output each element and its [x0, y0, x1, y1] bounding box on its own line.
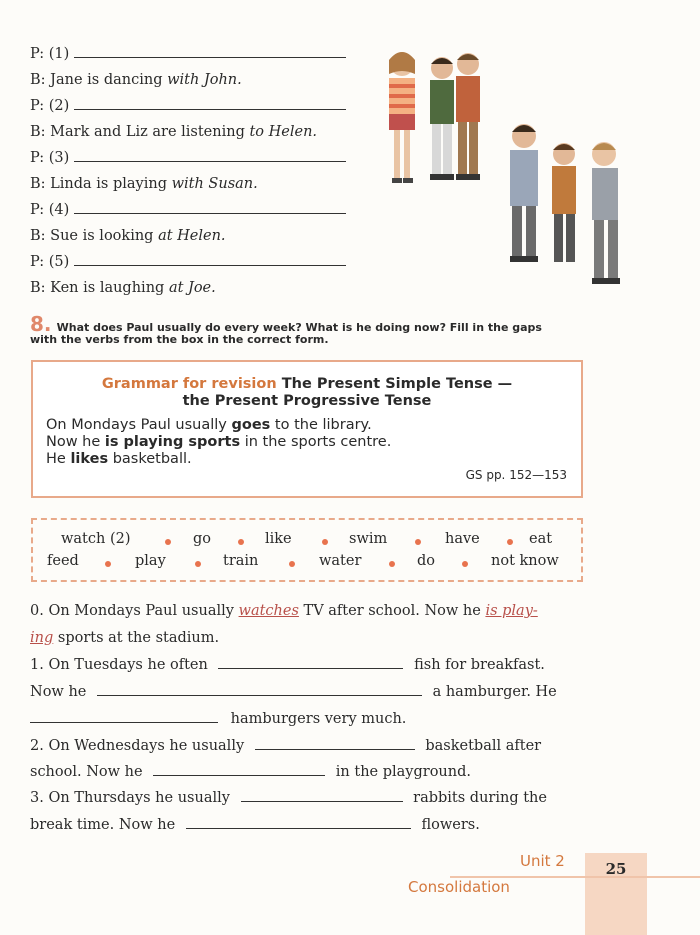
exercise-0-line2: ing sports at the stadium.: [30, 630, 220, 646]
grammar-example-2: Now he is playing sports in the sports centre.: [46, 434, 392, 450]
speaker: P:: [30, 254, 45, 270]
grammar-example-3: He likes basketball.: [46, 451, 192, 467]
word-item: do: [417, 553, 436, 569]
bullet-icon: [165, 539, 171, 545]
bullet-icon: [289, 561, 295, 567]
exercise-3-line1: 3. On Thursdays he usually rabbits during the: [30, 790, 547, 806]
word-item: have: [445, 531, 480, 547]
boy-figure: [456, 53, 480, 180]
dialog-line-5: [30, 150, 346, 166]
boy-figure: [510, 124, 538, 262]
gap-number: (4): [48, 202, 70, 218]
exercise-1-line1: 1. On Tuesdays he often fish for breakfast.: [30, 657, 545, 673]
word-item: play: [135, 553, 166, 569]
dialog-line-6: [30, 176, 258, 192]
exercise-2-line2: school. Now he in the playground.: [30, 764, 472, 780]
grammar-box: [31, 360, 583, 498]
sentence: Linda is playing: [50, 176, 167, 192]
dialog-line-7: [30, 202, 346, 218]
handwritten-answer: is play-: [485, 603, 538, 619]
speaker: P:: [30, 46, 45, 62]
grammar-reference: GS pp. 152—153: [465, 468, 567, 482]
answer-blank[interactable]: [74, 202, 346, 214]
boy-figure: [430, 57, 454, 180]
dialog-line-9: [30, 254, 346, 270]
sentence-italic: with Susan.: [171, 176, 258, 192]
exercise-1-line3: hamburgers very much.: [30, 711, 406, 727]
speaker: B:: [30, 176, 46, 192]
answer-blank[interactable]: [74, 254, 346, 266]
word-item: not know: [491, 553, 559, 569]
speaker: B:: [30, 72, 46, 88]
page-number: 25: [605, 860, 627, 878]
task-instruction-line1: What does Paul usually do every week? What is he doing now? Fill in the gaps: [56, 321, 542, 334]
gap-number: (2): [48, 98, 70, 114]
handwritten-answer: ing: [30, 630, 54, 646]
bullet-icon: [507, 539, 513, 545]
word-item: feed: [47, 553, 79, 569]
speaker: P:: [30, 150, 45, 166]
gap-number: (3): [48, 150, 70, 166]
unit-label: Unit 2: [520, 852, 565, 870]
task-instruction-line2: with the verbs from the box in the correct form.: [30, 333, 329, 346]
boy-figure: [592, 142, 620, 284]
speaker: P:: [30, 98, 45, 114]
boy-figure: [552, 143, 576, 262]
sentence: Ken is laughing: [50, 280, 165, 296]
grammar-label: Grammar for revision: [101, 376, 277, 392]
exercise-3-line2: break time. Now he flowers.: [30, 817, 480, 833]
sentence-italic: at Joe.: [168, 280, 216, 296]
gap-number: (5): [48, 254, 70, 270]
sentence-italic: at Helen.: [158, 228, 226, 244]
answer-blank[interactable]: [241, 790, 403, 802]
sentence: Mark and Liz are listening: [50, 124, 245, 140]
bullet-icon: [322, 539, 328, 545]
exercise-0-line1: 0. On Mondays Paul usually watches TV after school. Now he is play-: [30, 603, 538, 619]
word-box: [31, 518, 583, 582]
bullet-icon: [105, 561, 111, 567]
word-item: water: [319, 553, 362, 569]
grammar-title: The Present Simple Tense —: [281, 376, 513, 392]
exercise-1-line2: Now he a hamburger. He: [30, 684, 557, 700]
girl-figure: [389, 52, 415, 183]
speaker: B:: [30, 124, 46, 140]
exercise-2-line1: 2. On Wednesdays he usually basketball after: [30, 738, 542, 754]
bullet-icon: [389, 561, 395, 567]
word-item: watch (2): [61, 531, 131, 547]
word-item: go: [193, 531, 212, 547]
dialog-line-3: [30, 98, 346, 114]
children-illustration: [372, 42, 642, 297]
answer-blank[interactable]: [218, 657, 403, 669]
bullet-icon: [238, 539, 244, 545]
dialog-line-10: [30, 280, 216, 296]
sentence-italic: with John.: [167, 72, 242, 88]
bullet-icon: [415, 539, 421, 545]
answer-blank[interactable]: [74, 98, 346, 110]
word-item: like: [265, 531, 292, 547]
dialog-line-1: [30, 46, 346, 62]
answer-blank[interactable]: [186, 817, 411, 829]
grammar-title-line1: [33, 376, 581, 392]
bullet-icon: [195, 561, 201, 567]
word-item: swim: [349, 531, 388, 547]
answer-blank[interactable]: [97, 684, 422, 696]
answer-blank[interactable]: [30, 711, 218, 723]
dialog-line-4: [30, 124, 317, 140]
sentence-italic: to Helen.: [249, 124, 318, 140]
speaker: P:: [30, 202, 45, 218]
sentence: Sue is looking: [50, 228, 154, 244]
word-item: train: [223, 553, 259, 569]
grammar-example-1: On Mondays Paul usually goes to the library.: [46, 417, 372, 433]
dialog-line-8: [30, 228, 226, 244]
word-item: eat: [529, 531, 553, 547]
task-number: 8.: [30, 312, 52, 336]
answer-blank[interactable]: [74, 46, 346, 58]
bullet-icon: [462, 561, 468, 567]
section-label: Consolidation: [408, 878, 510, 896]
answer-blank[interactable]: [74, 150, 346, 162]
sentence: Jane is dancing: [50, 72, 163, 88]
answer-blank[interactable]: [255, 738, 415, 750]
dialog-line-2: [30, 72, 242, 88]
handwritten-answer: watches: [238, 603, 299, 619]
gap-number: (1): [48, 46, 70, 62]
answer-blank[interactable]: [153, 764, 325, 776]
speaker: B:: [30, 280, 46, 296]
grammar-title-line2: the Present Progressive Tense: [182, 393, 432, 409]
speaker: B:: [30, 228, 46, 244]
